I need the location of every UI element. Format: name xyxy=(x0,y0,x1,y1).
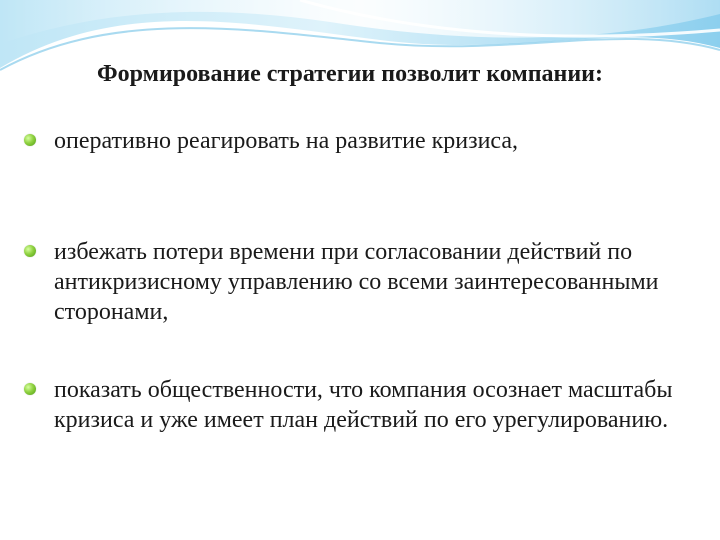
bullet-text: оперативно реагировать на развитие кризиса, xyxy=(54,128,519,154)
bullet-text: показать общественности, что компания осознает масштабы кризиса и уже имеет план действий по его урегулированию. xyxy=(54,377,673,433)
green-circle-bullet-icon xyxy=(24,134,36,146)
green-circle-bullet-icon xyxy=(24,383,36,395)
green-circle-bullet-icon xyxy=(24,245,36,257)
bullet-text: избежать потери времени при согласовании действий по антикризисному управлению со всеми заинтересованными сторонами, xyxy=(54,239,659,325)
slide-title: Формирование стратегии позволит компании: xyxy=(97,61,603,87)
